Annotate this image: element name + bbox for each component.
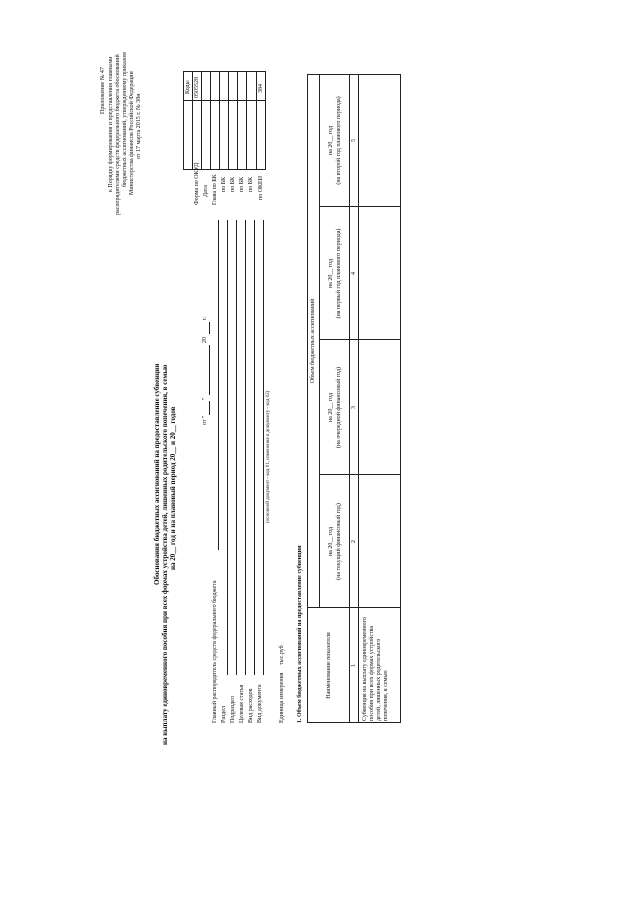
col-2-year: на 20__ год	[328, 526, 334, 557]
field-section-line	[227, 220, 228, 675]
col-2-note: (на текущий финансовый год)	[336, 503, 342, 580]
appendix-line-2: к Порядку формирования и представления главными	[108, 56, 114, 192]
col-2-number: 2	[351, 540, 357, 543]
date-month-blank	[209, 345, 210, 395]
field-subsection-line	[236, 220, 237, 675]
form-okud-code: 0505528	[194, 77, 200, 98]
expense-bk-label: по БК	[248, 176, 254, 192]
date-code-label: Дата	[203, 185, 209, 197]
field-expense-label: Вид расходов	[248, 688, 254, 723]
col-name-header: Наименование показателя	[326, 632, 332, 699]
table-group-header-line	[319, 74, 320, 608]
table-row-line	[358, 74, 359, 723]
chapter-bk-label: Глава по БК	[212, 174, 218, 205]
date-prefix: от "	[202, 415, 208, 425]
appendix-line-5: Министерства финансов Российской Федерации	[129, 71, 135, 195]
table-row-label: Субвенция на выплату единовременного пособия при всех формах устройства детей, лишенных родительского попечения, в семью	[362, 617, 389, 721]
col-1-number: 1	[351, 664, 357, 667]
col-5-note: (на второй год планового периода)	[336, 96, 342, 185]
appendix-line-3: распорядителями средств федерального бюджета обоснований	[115, 54, 121, 215]
unit-label: Единица измерения	[279, 672, 285, 723]
col-5-year: на 20__ год	[328, 125, 334, 156]
codes-header: Коды	[185, 80, 191, 94]
okei-code: 384	[258, 84, 264, 93]
doc-title-line-3: на 20__ год и на плановый период 20__ и 20__ годов	[169, 406, 177, 570]
col-5-number: 5	[351, 139, 357, 142]
target-bk-label: по БК	[239, 176, 245, 192]
col-3-year: на 20__ год	[328, 392, 334, 423]
col-4-number: 4	[351, 272, 357, 275]
field-section-label: Раздел	[221, 706, 227, 723]
date-day-blank	[209, 401, 210, 415]
unit-value: тыс.руб	[279, 645, 285, 665]
field-subsection-label: Подраздел	[230, 696, 236, 723]
doc-title-line-2: на выплату единовременного пособия при всех формах устройства детей, лишенных родительского попечения, в семью	[161, 364, 169, 745]
field-target-label: Целевая статья	[239, 684, 245, 723]
section-1-title: 1. Объем бюджетных ассигнований на предоставление субвенции	[297, 545, 303, 723]
appendix-line-6: от 17 марта 2015 г. № 38н	[136, 93, 142, 159]
date-year-blank	[209, 322, 210, 334]
col-3-note: (на очередной финансовый год)	[336, 366, 342, 449]
field-target-line	[245, 220, 246, 675]
field-doctype-label: Вид документа	[257, 684, 263, 723]
form-okud-label: Форма по ОКУД	[194, 162, 200, 205]
date-year: 20	[202, 337, 208, 343]
field-expense-line	[254, 220, 255, 675]
field-doctype-line	[263, 220, 264, 675]
group-header: Объем бюджетных ассигнований	[310, 298, 316, 384]
section-bk-label: по БК	[221, 176, 227, 192]
subsection-bk-label: по БК	[230, 176, 236, 192]
okei-label: по ОКЕИ	[258, 175, 264, 200]
table-numbers-line	[349, 74, 350, 723]
appendix-line-4: бюджетных ассигнований, утвержденному приказом	[122, 52, 128, 187]
field-doctype-note: (основной документ - код 01, изменения к документу - код 02)	[266, 390, 271, 523]
doc-title-line-1: Обоснования бюджетных ассигнований на предоставление субвенции	[153, 363, 161, 585]
appendix-line-1: Приложение № 47	[100, 67, 106, 114]
col-4-year: на 20__ год	[328, 258, 334, 289]
codes-box-divider	[183, 100, 266, 101]
date-mid: "	[202, 397, 208, 400]
field-gr-label: Главный распорядитель средств федерального бюджета	[212, 580, 218, 723]
field-gr-line	[218, 220, 219, 550]
col-4-note: (на первый год планового периода)	[336, 228, 342, 319]
date-suffix: г.	[202, 316, 208, 320]
col-3-number: 3	[351, 406, 357, 409]
